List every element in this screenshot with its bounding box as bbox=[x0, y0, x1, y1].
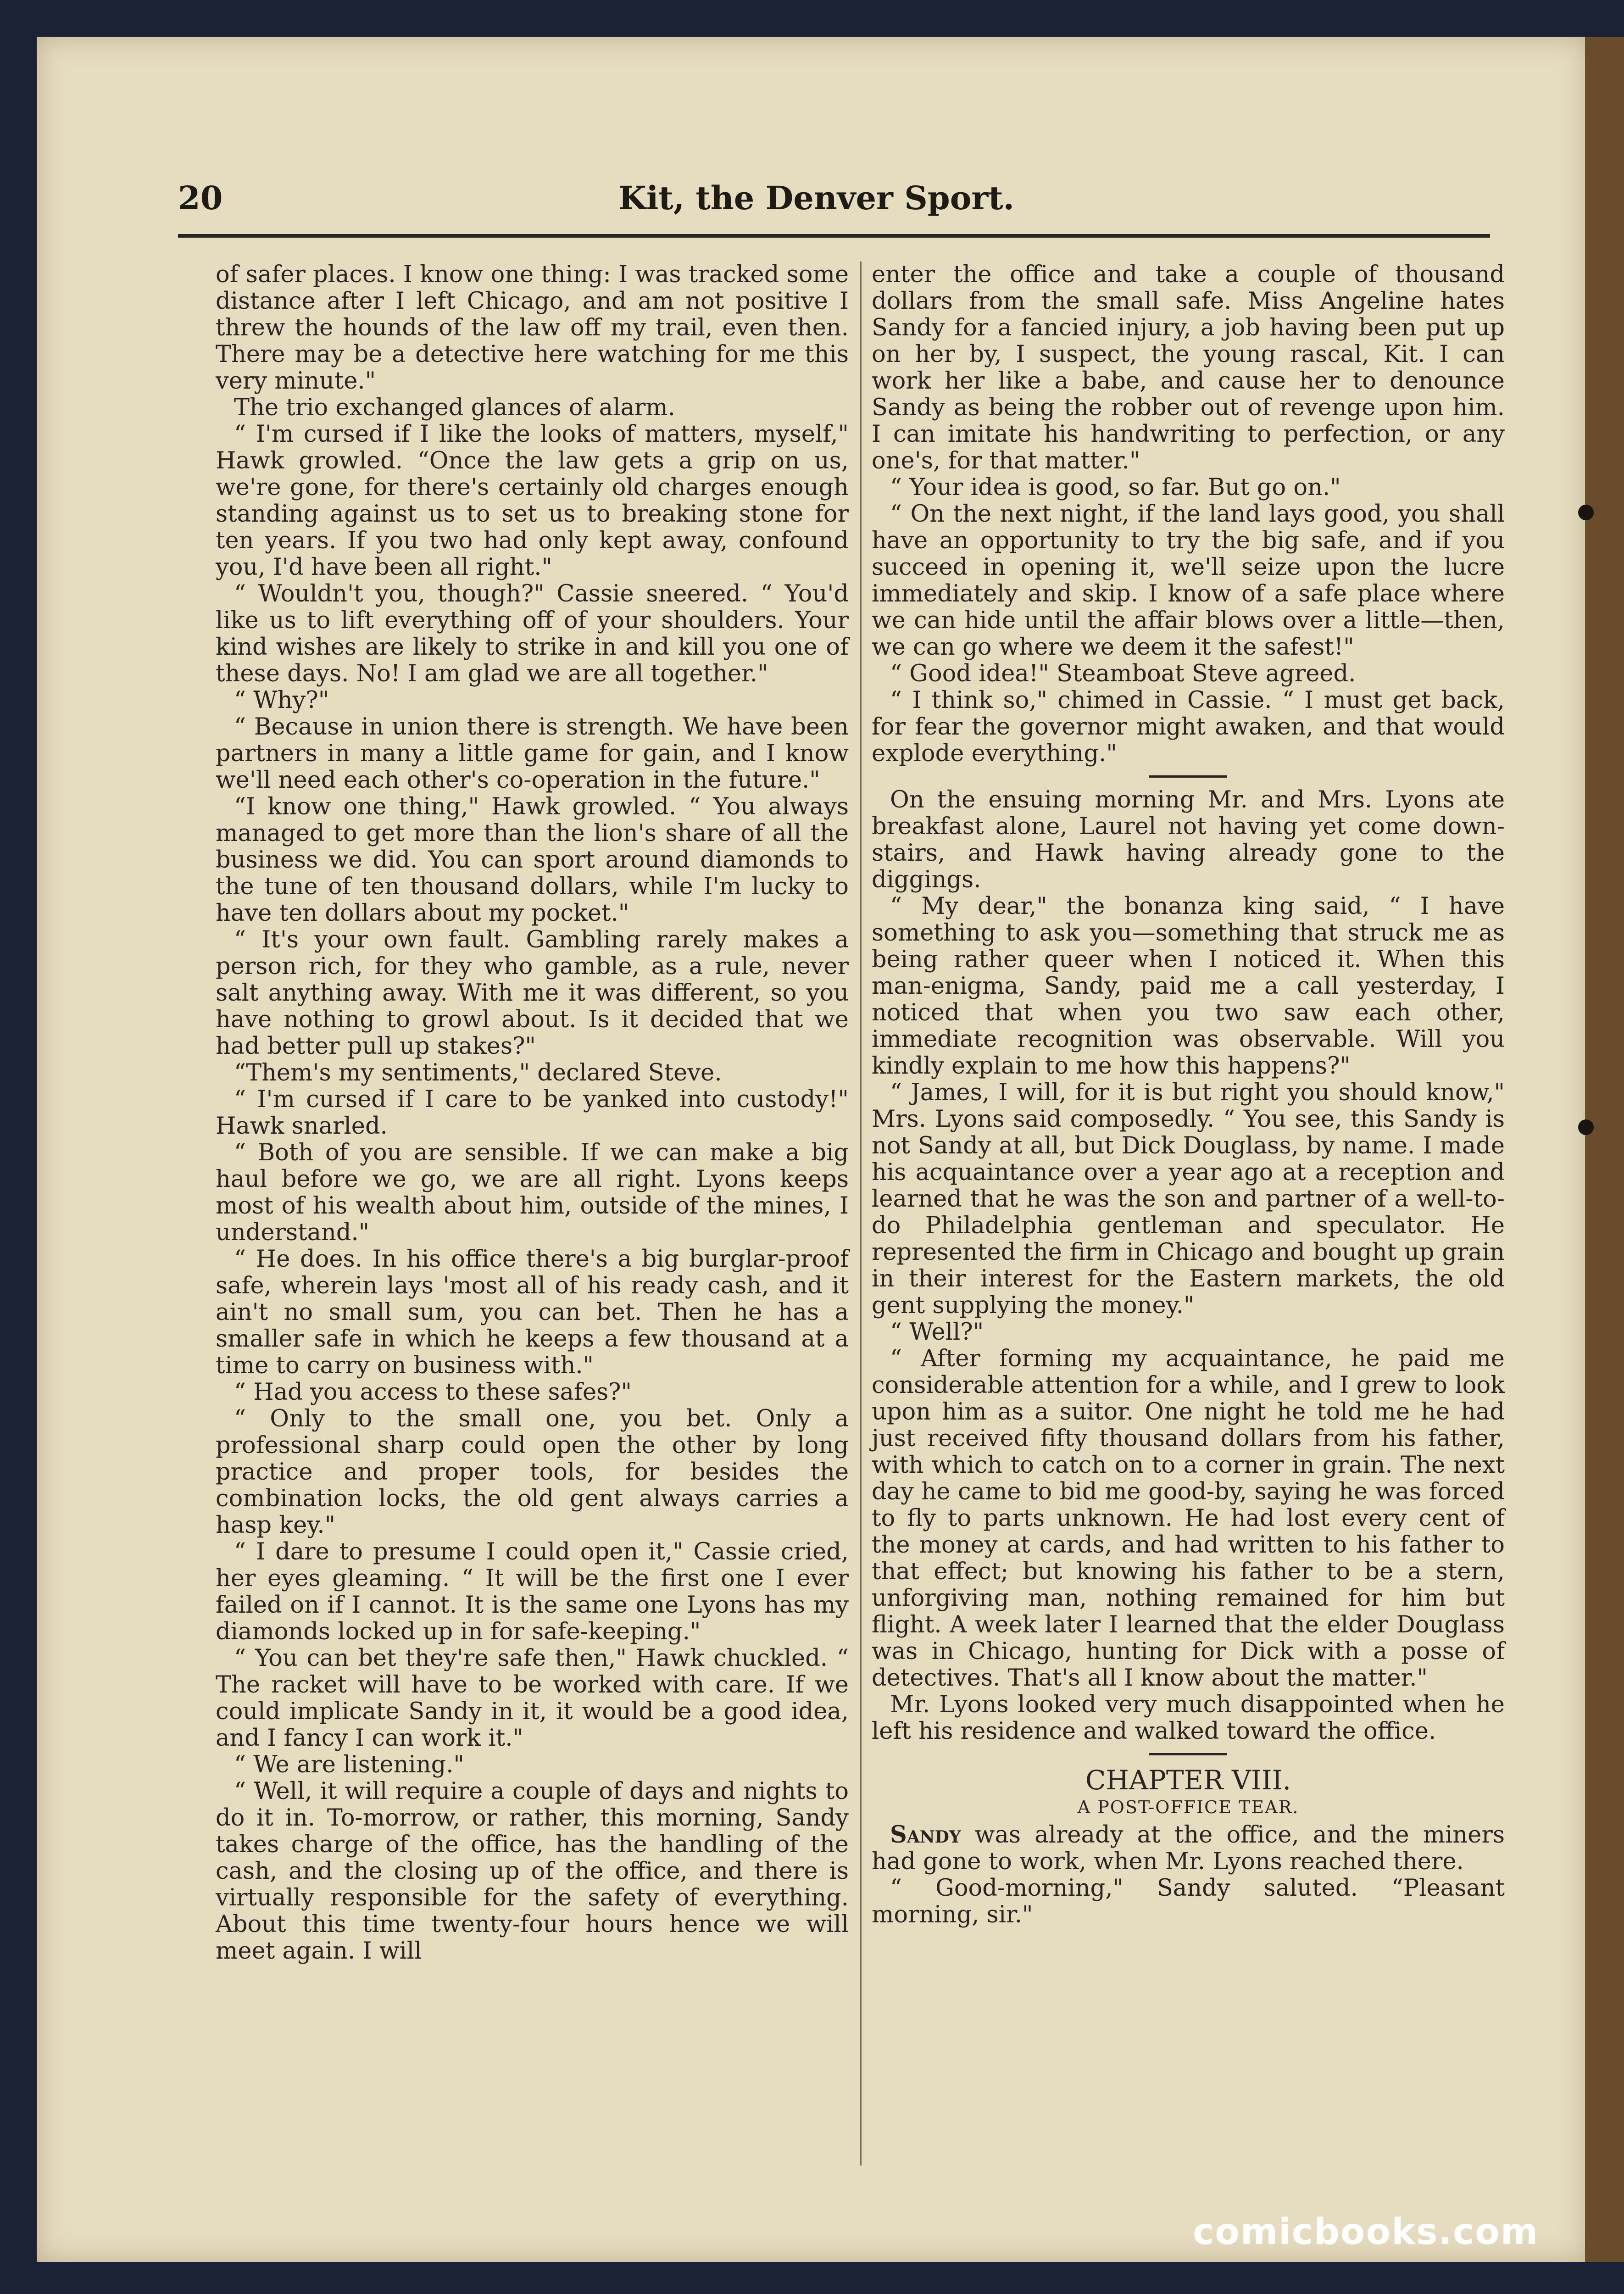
paragraph: “ My dear," the bonanza king said, “ I have something to ask you—something that struck me as being rather queer when I noticed it. When this man-enigma, Sandy, paid me a call yesterday, I noticed that when you two saw each other, immediate recognition was observable. Will you kindly explain to me how this happens?" bbox=[872, 893, 1505, 1080]
binding-hole bbox=[1578, 505, 1594, 520]
watermark: comicbooks.com bbox=[1193, 2211, 1539, 2253]
lead-word: Sandy bbox=[890, 1821, 961, 1849]
paragraph: The trio exchanged glances of alarm. bbox=[234, 394, 675, 421]
paragraph: “ I dare to presume I could open it," Cassie cried, her eyes gleaming. “ It will be the first one I ever failed on if I cannot. It is the same one Lyons has my diamonds locked up in for safe-keeping." bbox=[216, 1538, 849, 1645]
paragraph: Mr. Lyons looked very much disappointed when he left his residence and walked toward the office. bbox=[872, 1691, 1505, 1745]
paragraph: “Them's my sentiments," declared Steve. bbox=[234, 1059, 722, 1086]
paragraph: “ I'm cursed if I care to be yanked into custody!" Hawk snarled. bbox=[216, 1086, 849, 1140]
paragraph: “ On the next night, if the land lays good, you shall have an opportunity to try the big safe, and if you succeed in opening it, we'll seize upon the lucre immediately and skip. I know of a safe place where we can hide until the affair blows over a little—then, we can go where we deem it the safest!" bbox=[872, 501, 1505, 661]
paragraph: “ Because in union there is strength. We have been partners in many a little game for gain, and I know we'll need each other's co-operation in the future." bbox=[216, 713, 849, 794]
chapter-first-paragraph bbox=[872, 1821, 1505, 1875]
paragraph: “ He does. In his office there's a big burglar-proof safe, wherein lays 'most all of his ready cash, and it ain't no small sum, you can bet. Then he has a smaller safe in which he keeps a few thousand at a time to carry on business with." bbox=[216, 1246, 849, 1379]
paragraph: “ Had you access to these safes?" bbox=[234, 1379, 632, 1406]
paragraph: “ James, I will, for it is but right you should know," Mrs. Lyons said composedly. “ You see, this Sandy is not Sandy at all, but Dick Douglass, by name. I made his acquaintance over a year ago at a reception and learned that he was the son and partner of a well-to-do Philadelphia gentleman and speculator. He represented the firm in Chicago and bought up grain in their interest for the Eastern markets, the old gent supplying the money." bbox=[872, 1079, 1505, 1319]
paragraph: “ Well, it will require a couple of days and nights to do it in. To-morrow, or rather, this morning, Sandy takes charge of the office, has the handling of the cash, and the closing up of the office, and there is virtually responsible for the safety of everything. About this time twenty-four hours hence we will meet again. I will bbox=[216, 1778, 849, 1965]
paragraph: “ Good-morning," Sandy saluted. “Pleasant morning, sir." bbox=[872, 1875, 1505, 1928]
paragraph: “ Your idea is good, so far. But go on." bbox=[890, 474, 1341, 501]
right-column bbox=[872, 262, 1505, 1928]
paragraph: “ I'm cursed if I like the looks of matters, myself," Hawk growled. “Once the law gets a grip on us, we're gone, for there's certainly old charges enough standing against us to set us to breaking stone for ten years. If you two had only kept away, confound you, I'd have been all right." bbox=[216, 421, 849, 581]
section-divider bbox=[1149, 775, 1227, 778]
paragraph-rest: was already at the office, and the miners had gone to work, when Mr. Lyons reached there. bbox=[872, 1821, 1505, 1875]
left-column bbox=[216, 262, 849, 1965]
running-title: Kit, the Denver Sport. bbox=[618, 179, 1015, 217]
header-rule bbox=[178, 234, 1490, 238]
page-header bbox=[178, 179, 1490, 229]
paragraph: “ Only to the small one, you bet. Only a professional sharp could open the other by long practice and proper tools, for besides the combination locks, the old gent always carries a hasp key." bbox=[216, 1405, 849, 1539]
paragraph: “ You can bet they're safe then," Hawk chuckled. “ The racket will have to be worked with care. If we could implicate Sandy in it, it would be a good idea, and I fancy I can work it." bbox=[216, 1645, 849, 1752]
chapter-heading: CHAPTER VIII. bbox=[1085, 1765, 1291, 1796]
paragraph: “ Good idea!" Steamboat Steve agreed. bbox=[890, 660, 1356, 687]
binding-edge bbox=[1585, 37, 1624, 2262]
paragraph: On the ensuing morning Mr. and Mrs. Lyons ate breakfast alone, Laurel not having yet come down-stairs, and Hawk having already gone to the diggings. bbox=[872, 786, 1505, 893]
paragraph: “ After forming my acquaintance, he paid me considerable attention for a while, and I grew to look upon him as a suitor. One night he told me he had just received fifty thousand dollars from his father, with which to catch on to a corner in grain. The next day he came to bid me good-by, saying he was forced to fly to parts unknown. He had lost every cent of the money at cards, and had written to his father to that effect; but knowing his father to be a stern, unforgiving man, nothing remained for him but flight. A week later I learned that the elder Douglass was in Chicago, hunting for Dick with a posse of detectives. That's all I know about the matter." bbox=[872, 1345, 1505, 1692]
binding-hole bbox=[1578, 1119, 1594, 1135]
column-divider bbox=[860, 262, 862, 2166]
paragraph: enter the office and take a couple of thousand dollars from the small safe. Miss Angeline hates Sandy for a fancied injury, a job having been put up on her by, I suspect, the young rascal, Kit. I can work her like a babe, and cause her to denounce Sandy as being the robber out of revenge upon him. I can imitate his handwriting to perfection, or any one's, for that matter." bbox=[872, 261, 1505, 474]
chapter-subtitle: A POST-OFFICE TEAR. bbox=[1077, 1797, 1299, 1817]
paragraph: “I know one thing," Hawk growled. “ You always managed to get more than the lion's share of all the business we did. You can sport around diamonds to the tune of ten thousand dollars, while I'm lucky to have ten dollars about my pocket." bbox=[216, 793, 849, 927]
paragraph: “ I think so," chimed in Cassie. “ I must get back, for fear the governor might awaken, and that would explode everything." bbox=[872, 687, 1505, 767]
paragraph: “ Wouldn't you, though?" Cassie sneered. “ You'd like us to lift everything off of your shoulders. Your kind wishes are likely to strike in and kill you one of these days. No! I am glad we are all together." bbox=[216, 580, 849, 687]
paragraph: of safer places. I know one thing: I was tracked some distance after I left Chicago, and am not positive I threw the hounds of the law off my trail, even then. There may be a detective here watching for me this very minute." bbox=[216, 261, 849, 395]
paragraph: “ Why?" bbox=[234, 687, 329, 714]
page-number: 20 bbox=[178, 179, 223, 217]
chapter-divider bbox=[1149, 1753, 1227, 1755]
paragraph: “ Well?" bbox=[890, 1319, 984, 1346]
paragraph: “ We are listening." bbox=[234, 1751, 464, 1778]
paragraph: “ It's your own fault. Gambling rarely makes a person rich, for they who gamble, as a rule, never salt anything away. With me it was different, so you have nothing to growl about. Is it decided that we had better pull up stakes?" bbox=[216, 926, 849, 1060]
paragraph: “ Both of you are sensible. If we can make a big haul before we go, we are all right. Lyons keeps most of his wealth about him, outside of the mines, I understand." bbox=[216, 1139, 849, 1246]
